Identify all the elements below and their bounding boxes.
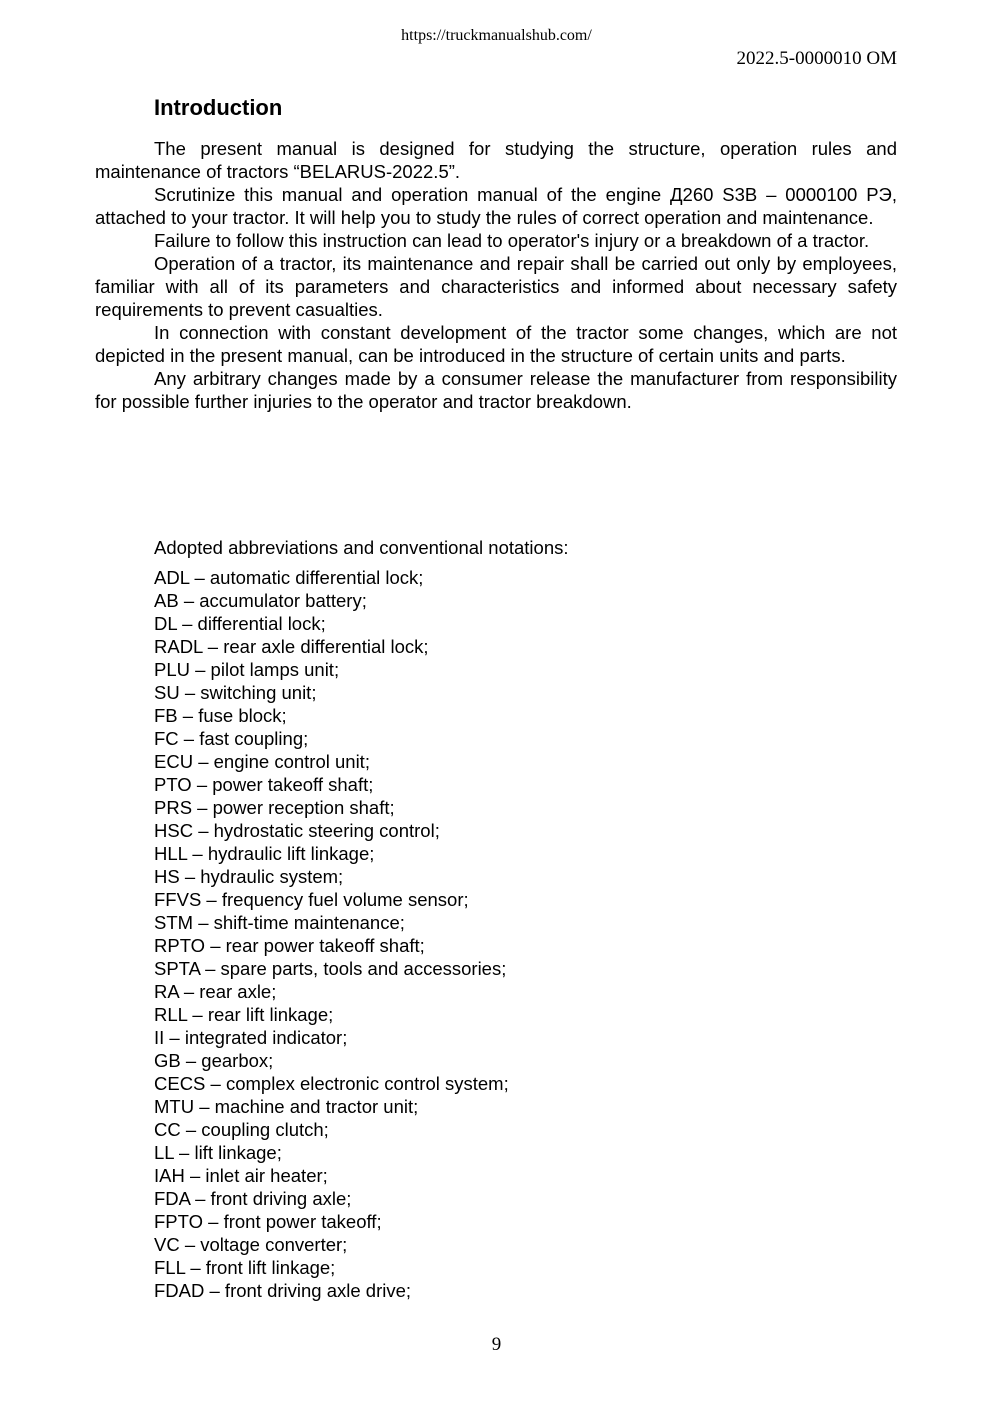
abbreviation-item: PTO – power takeoff shaft; (154, 774, 374, 795)
intro-paragraph: Scrutinize this manual and operation manual of the engine Д260 S3B – 0000100 РЭ, attached to your tractor. It will help you to study the rules of correct operation and maintenance. (95, 184, 897, 228)
abbreviation-item: HLL – hydraulic lift linkage; (154, 843, 375, 864)
abbreviation-item: PRS – power reception shaft; (154, 797, 395, 818)
abbreviations-list (154, 566, 509, 1302)
intro-paragraph: In connection with constant development of the tractor some changes, which are not depicted in the present manual, can be introduced in the structure of certain units and parts. (95, 322, 897, 366)
abbreviation-item: GB – gearbox; (154, 1050, 274, 1071)
abbreviations-heading: Adopted abbreviations and conventional notations: (154, 537, 569, 558)
abbreviation-item: II – integrated indicator; (154, 1027, 348, 1048)
document-number: 2022.5-0000010 OM (736, 48, 897, 69)
abbreviation-item: DL – differential lock; (154, 613, 326, 634)
abbreviation-item: STM – shift-time maintenance; (154, 912, 405, 933)
abbreviation-item: PLU – pilot lamps unit; (154, 659, 340, 680)
intro-paragraph: Operation of a tractor, its maintenance and repair shall be carried out only by employees, familiar with all of its parameters and characteristics and informed about necessary safety requirements to prevent casualties. (95, 253, 897, 320)
abbreviation-item: HSC – hydrostatic steering control; (154, 820, 440, 841)
abbreviation-item: VC – voltage converter; (154, 1234, 348, 1255)
abbreviation-item: CECS – complex electronic control system; (154, 1073, 509, 1094)
abbreviation-item: IAH – inlet air heater; (154, 1165, 328, 1186)
abbreviation-item: MTU – machine and tractor unit; (154, 1096, 419, 1117)
abbreviation-item: FDAD – front driving axle drive; (154, 1280, 412, 1301)
intro-section (95, 137, 897, 413)
abbreviation-item: CC – coupling clutch; (154, 1119, 329, 1140)
intro-paragraph: Any arbitrary changes made by a consumer release the manufacturer from responsibility for possible further injuries to the operator and tractor breakdown. (95, 368, 897, 412)
abbreviation-item: SPTA – spare parts, tools and accessories; (154, 958, 507, 979)
abbreviation-item: RA – rear axle; (154, 981, 277, 1002)
page-number: 9 (491, 1334, 502, 1355)
abbreviation-item: ADL – automatic differential lock; (154, 567, 424, 588)
abbreviation-item: AB – accumulator battery; (154, 590, 367, 611)
abbreviation-item: LL – lift linkage; (154, 1142, 282, 1163)
intro-paragraph: Failure to follow this instruction can lead to operator's injury or a breakdown of a tractor. (154, 230, 870, 251)
abbreviation-item: FLL – front lift linkage; (154, 1257, 336, 1278)
abbreviation-item: HS – hydraulic system; (154, 866, 344, 887)
abbreviation-item: ECU – engine control unit; (154, 751, 370, 772)
abbreviation-item: RLL – rear lift linkage; (154, 1004, 334, 1025)
page-title: Introduction (154, 95, 283, 120)
abbreviation-item: RPTO – rear power takeoff shaft; (154, 935, 425, 956)
abbreviation-item: FPTO – front power takeoff; (154, 1211, 382, 1232)
abbreviation-item: RADL – rear axle differential lock; (154, 636, 429, 657)
abbreviation-item: FDA – front driving axle; (154, 1188, 352, 1209)
abbreviation-item: SU – switching unit; (154, 682, 317, 703)
abbreviation-item: FC – fast coupling; (154, 728, 309, 749)
abbreviation-item: FB – fuse block; (154, 705, 287, 726)
abbreviation-item: FFVS – frequency fuel volume sensor; (154, 889, 469, 910)
intro-paragraph: The present manual is designed for studying the structure, operation rules and maintenance of tractors “BELARUS-2022.5”. (95, 138, 897, 182)
source-url: https://truckmanualshub.com/ (401, 27, 592, 44)
